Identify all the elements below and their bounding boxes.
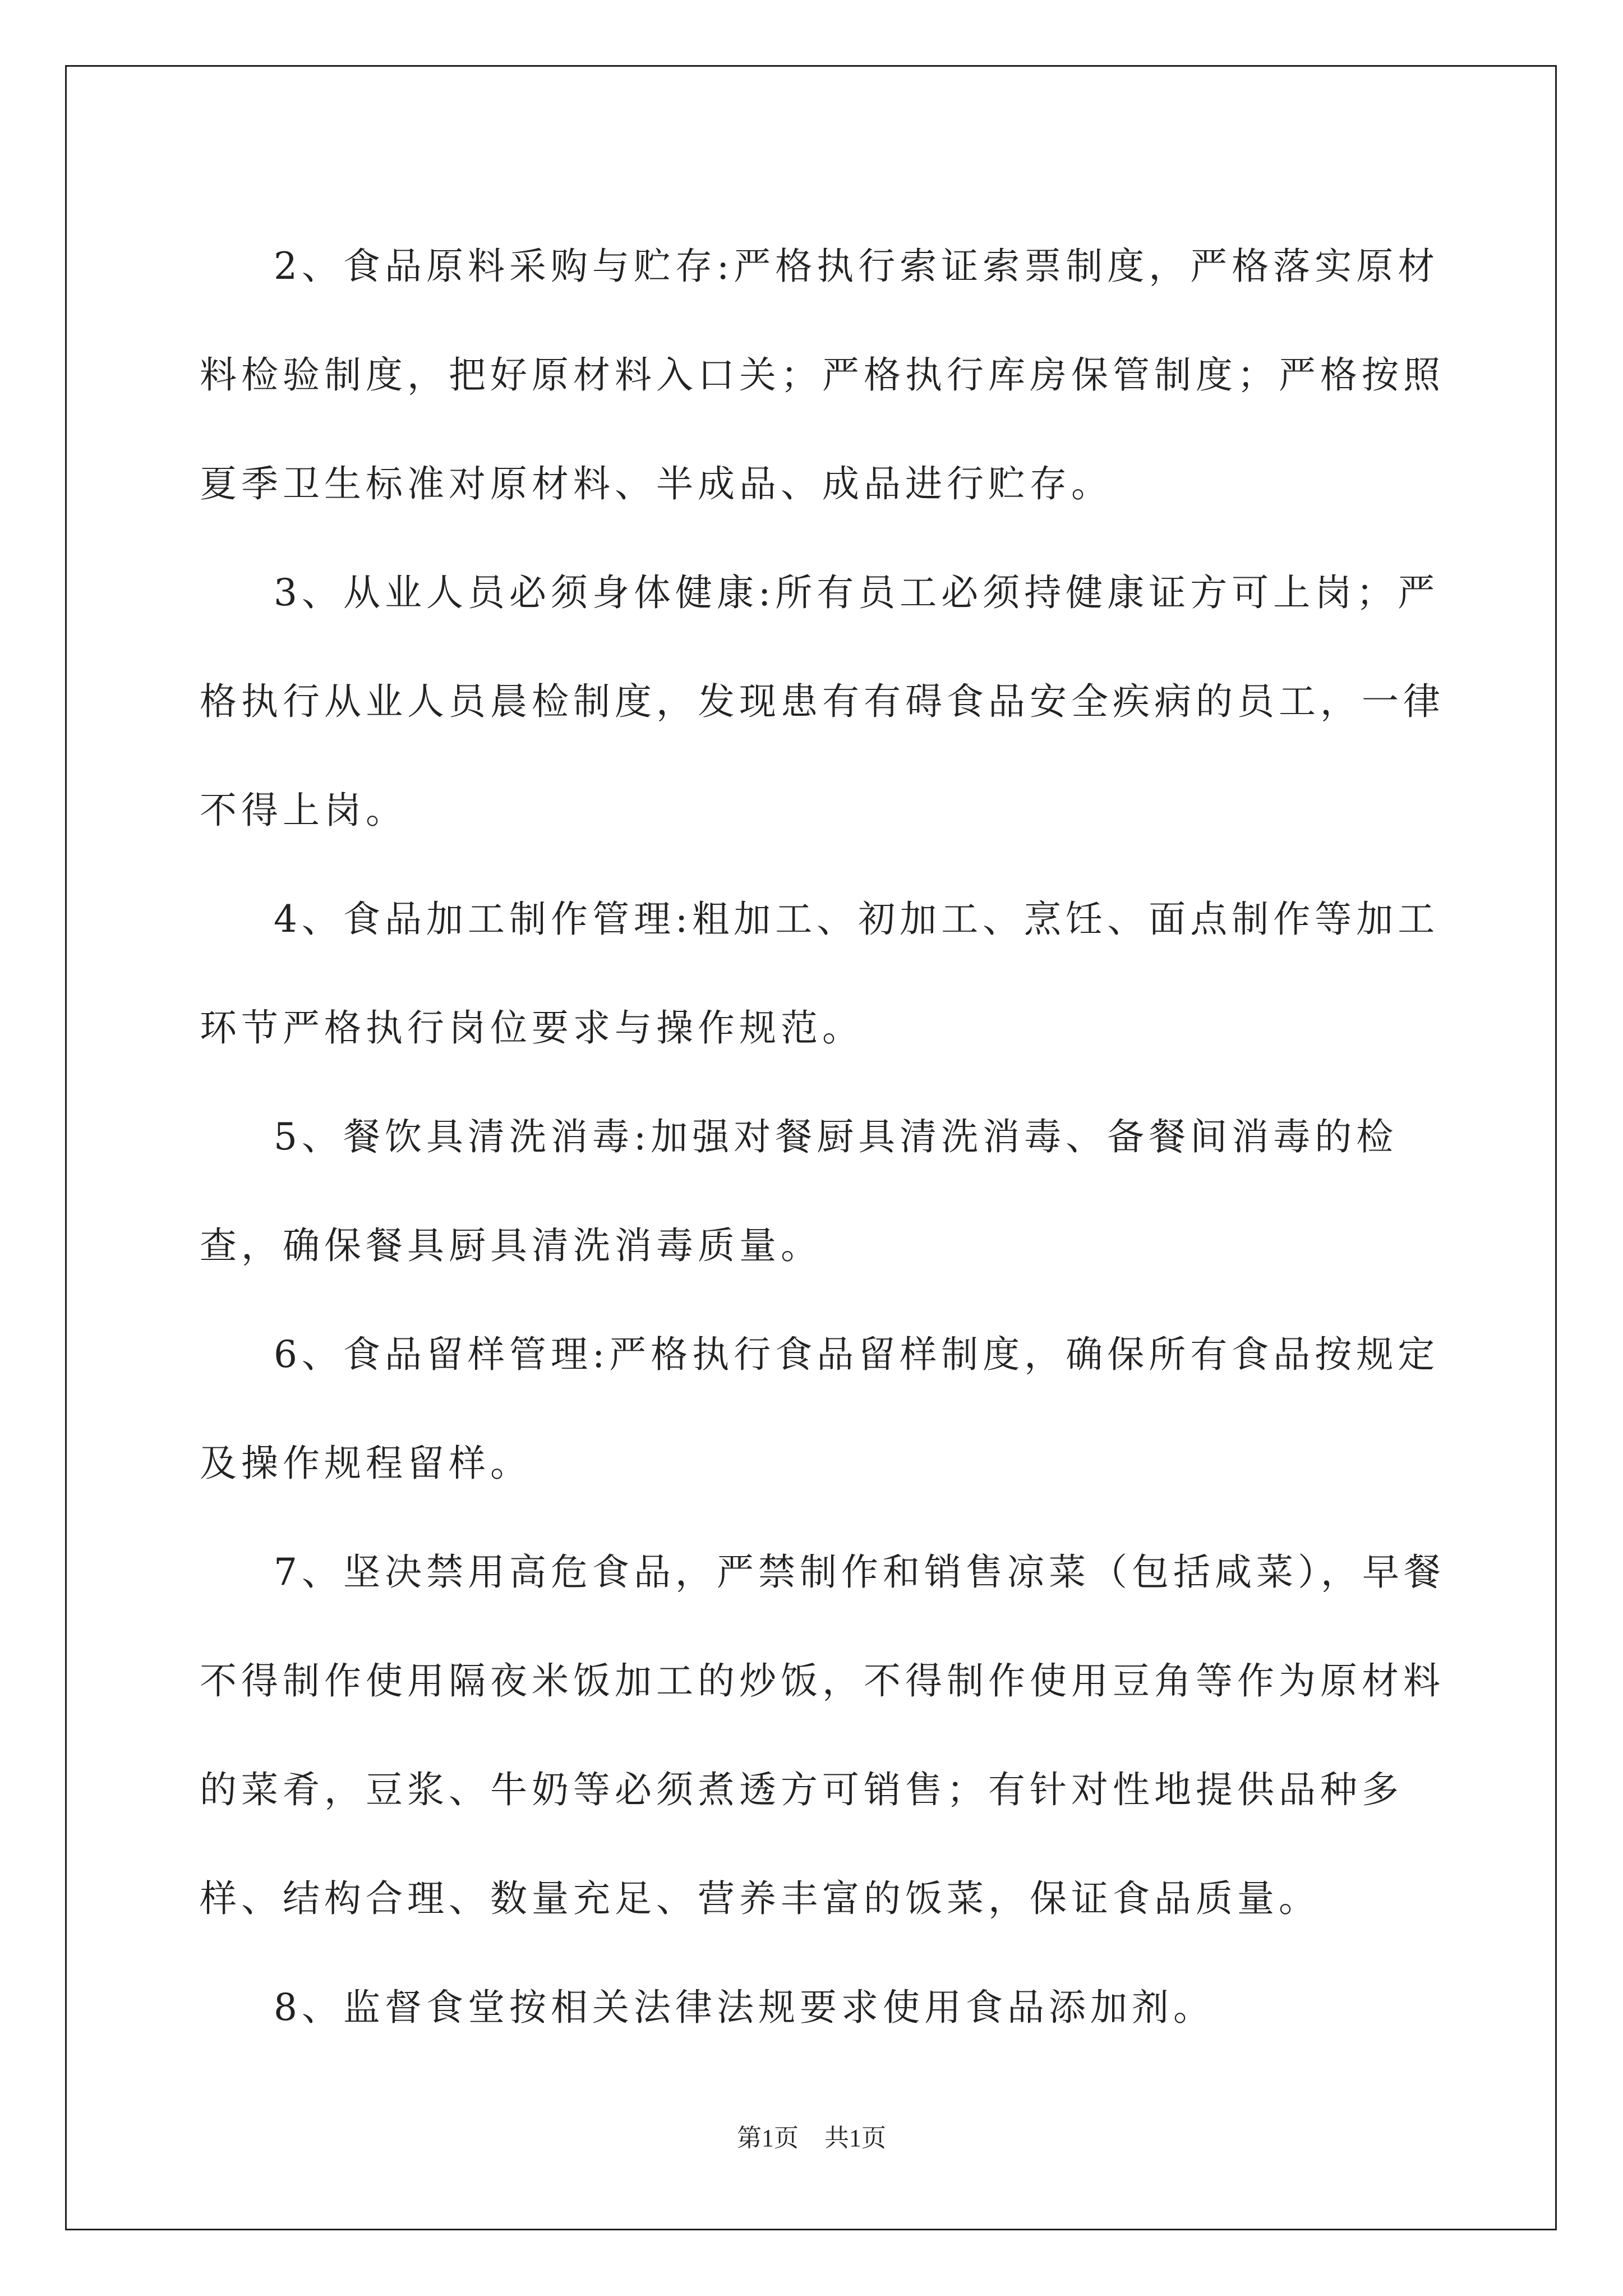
page-number: 第1页 [737, 2124, 799, 2152]
document-body [200, 212, 1461, 2062]
paragraph-6: 6、食品留样管理:严格执行食品留样制度，确保所有食品按规定及操作规程留样。 [200, 1333, 1440, 1485]
paragraph-4: 4、食品加工制作管理:粗加工、初加工、烹饪、面点制作等加工环节严格执行岗位要求与操作规范。 [200, 898, 1440, 1050]
paragraph-5: 5、餐饮具清洗消毒:加强对餐厨具清洗消毒、备餐间消毒的检查，确保餐具厨具清洗消毒质量。 [200, 1115, 1398, 1267]
paragraph-3: 3、从业人员必须身体健康:所有员工必须持健康证方可上岗；严格执行从业人员晨检制度，发现患有有碍食品安全疾病的员工，一律不得上岗。 [200, 571, 1445, 832]
paragraph-7: 7、坚决禁用高危食品，严禁制作和销售凉菜（包括咸菜），早餐不得制作使用隔夜米饭加工的炒饭，不得制作使用豆角等作为原材料的菜肴，豆浆、牛奶等必须煮透方可销售；有针对性地提供品种多样、结构合理、数量充足、营养丰富的饭菜，保证食品质量。 [200, 1550, 1445, 1920]
paragraph-2: 2、食品原料采购与贮存:严格执行索证索票制度，严格落实原材料检验制度，把好原材料入口关；严格执行库房保管制度；严格按照夏季卫生标准对原材料、半成品、成品进行贮存。 [200, 245, 1445, 505]
total-pages: 共1页 [824, 2124, 886, 2152]
paragraph-8: 8、监督食堂按相关法律法规要求使用食品添加剂。 [274, 1986, 1215, 2029]
page-footer [0, 2118, 1623, 2154]
